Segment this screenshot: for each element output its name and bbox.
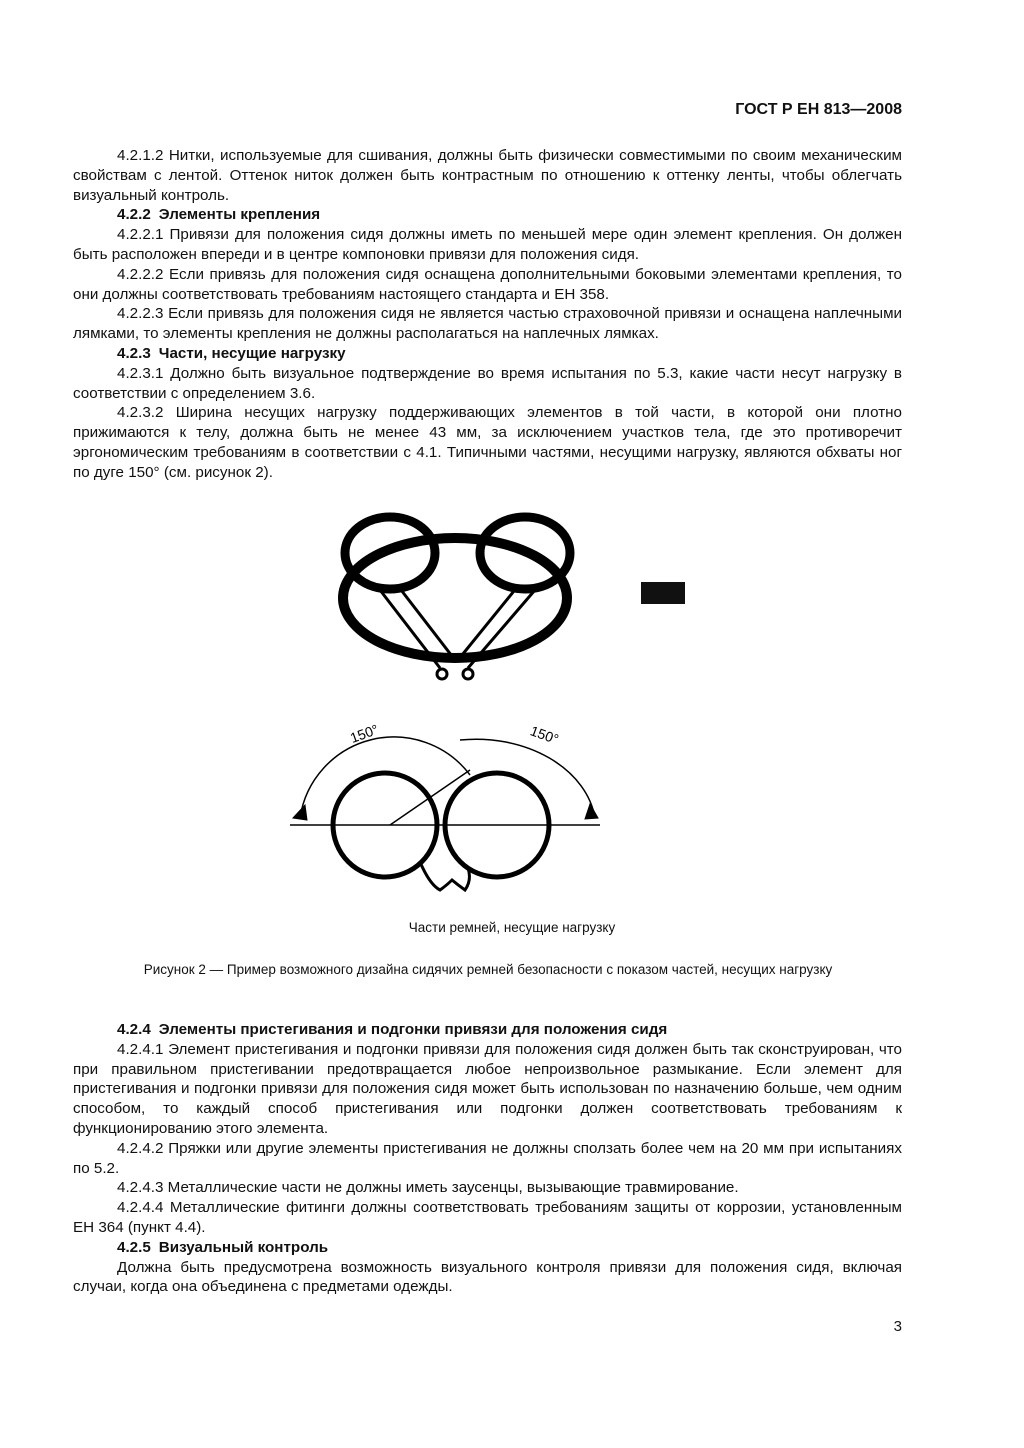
section-heading — [73, 344, 902, 364]
figure-subcaption: Части ремней, несущие нагрузку — [408, 920, 616, 935]
document-code: ГОСТ Р ЕН 813—2008 — [735, 101, 902, 118]
page-number: 3 — [893, 1318, 902, 1335]
harness-figure — [0, 500, 1024, 940]
paragraph: 4.2.4.2 Пряжки или другие элементы пристегивания не должны сползать более чем на 20 мм при испытаниях по 5.2. — [73, 1139, 902, 1177]
heading-number: 4.2.3 — [117, 344, 151, 362]
heading-title: Элементы крепления — [158, 206, 321, 224]
paragraph: 4.2.3.1 Должно быть визуальное подтверждение во время испытания по 5.3, какие части несут нагрузку в соответствии с определением 3.6. — [73, 364, 902, 402]
section-text-lower — [73, 1020, 902, 1297]
paragraph: 4.2.4.1 Элемент пристегивания и подгонки привязи для положения сидя должен быть так сконструирован, что при правильном пристегивании предотвращается любое непроизвольное размыкание. Если элемент для пристегивания и подгонки привязи для положения сидя может быть использован по назначению больше, чем одним способом, то каждый способ пристегивания или подгонки должен соответствовать требованиям к функционированию этого элемента. — [73, 1040, 902, 1137]
heading-number: 4.2.5 — [117, 1238, 151, 1256]
leg-loops-diagram — [290, 737, 600, 890]
harness-3d-drawing — [343, 517, 570, 679]
paragraph: 4.2.4.4 Металлические фитинги должны соответствовать требованиям защиты от коррозии, установленным ЕН 364 (пункт 4.4). — [73, 1199, 902, 1236]
paragraph: 4.2.2.3 Если привязь для положения сидя не является частью страховочной привязи и оснащена наплечными лямками, то элементы крепления не должны располагаться на наплечных лямках. — [73, 305, 902, 343]
dark-rectangle — [641, 582, 685, 604]
paragraph: 4.2.1.2 Нитки, используемые для сшивания, должны быть физически совместимыми по своим механическим свойствам с лентой. Оттенок ниток должен быть контрастным по отношению к оттенку ленты, чтобы облегчать визуальный контроль. — [73, 147, 902, 204]
heading-number: 4.2.2 — [117, 206, 151, 224]
angle-label-right: 150° — [528, 722, 561, 748]
angle-label-left: 150° — [347, 720, 381, 746]
heading-title: Части, несущие нагрузку — [158, 344, 346, 362]
paragraph: 4.2.3.2 Ширина несущих нагрузку поддерживающих элементов в той части, в которой они плотно прижимаются к телу, должна быть не менее 43 мм, за исключением участков тела, где это противоречит эргономическим требованиям в соответствии с 4.1. Типичными частями, несущими нагрузку, являются обхваты ног по дуге 150° (см. рисунок 2). — [73, 404, 902, 481]
paragraph: Должна быть предусмотрена возможность визуального контроля привязи для положения сидя, включая случаи, когда она объединена с предметами одежды. — [73, 1258, 902, 1296]
section-heading — [73, 205, 902, 225]
heading-title: Визуальный контроль — [158, 1238, 329, 1256]
figure-caption: Рисунок 2 — Пример возможного дизайна сидячих ремней безопасности с показом частей, несущих нагрузку — [143, 962, 833, 977]
heading-number: 4.2.4 — [117, 1021, 151, 1038]
paragraph: 4.2.2.2 Если привязь для положения сидя оснащена дополнительными боковыми элементами крепления, то они должны соответствовать требованиям настоящего стандарта и ЕН 358. — [73, 265, 902, 303]
heading-title: Элементы пристегивания и подгонки привязи для положения сидя — [158, 1021, 668, 1038]
section-text-upper — [73, 146, 902, 483]
section-heading — [73, 1238, 902, 1258]
section-heading — [73, 1020, 902, 1040]
paragraph: 4.2.2.1 Привязи для положения сидя должны иметь по меньшей мере один элемент крепления. Он должен быть расположен впереди и в центре компоновки привязи для положения сидя. — [73, 226, 902, 263]
paragraph: 4.2.4.3 Металлические части не должны иметь заусенцы, вызывающие травмирование. — [117, 1179, 739, 1197]
